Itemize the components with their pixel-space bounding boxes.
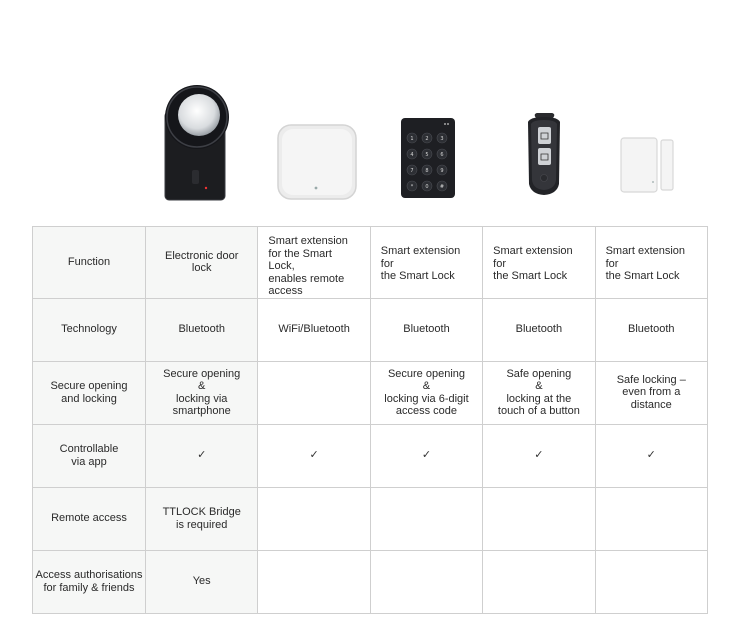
checkmark-icon: ✓ [370,424,482,487]
table-cell: Smart extension for the Smart Lock [595,227,707,299]
row-label: Remote access [33,487,146,550]
svg-text:7: 7 [410,168,414,174]
table-row-app-control [33,424,708,487]
row-label: Controllable via app [33,424,146,487]
svg-text:9: 9 [440,168,444,174]
row-label: Function [33,227,146,299]
comparison-table [32,226,708,614]
table-cell: Bluetooth [146,298,258,361]
table-cell [483,550,595,613]
checkmark-icon: ✓ [146,424,258,487]
table-cell [595,550,707,613]
table-cell [370,487,482,550]
table-cell: Electronic door lock [146,227,258,299]
checkmark-icon: ✓ [595,424,707,487]
table-cell: Smart extension for the Smart Lock [370,227,482,299]
svg-text:6: 6 [440,152,444,158]
table-cell: TTLOCK Bridge is required [146,487,258,550]
table-cell: Smart extension for the Smart Lock, enables remote access [258,227,370,299]
table-cell: Secure opening & locking via 6-digit access code [370,361,482,424]
svg-text:#: # [439,184,445,190]
table-cell: Bluetooth [595,298,707,361]
svg-text:2: 2 [425,136,429,142]
keypad-image [371,70,484,220]
table-cell: Safe locking – even from a distance [595,361,707,424]
wifi-bridge-image [258,70,371,220]
table-cell [258,487,370,550]
table-row-secure-opening [33,361,708,424]
svg-text:0: 0 [425,184,429,190]
table-cell [595,487,707,550]
table-cell [258,550,370,613]
table-cell: Bluetooth [483,298,595,361]
svg-text:*: * [410,184,414,190]
smart-lock-image [145,70,258,220]
svg-text:4: 4 [410,152,414,158]
svg-text:3: 3 [440,136,444,142]
product-images [32,70,708,220]
checkmark-icon: ✓ [258,424,370,487]
product-image-spacer [32,70,145,220]
table-row-technology [33,298,708,361]
table-row-function [33,227,708,299]
table-cell: Secure opening & locking via smartphone [146,361,258,424]
checkmark-icon: ✓ [483,424,595,487]
table-cell [370,550,482,613]
table-cell: Yes [146,550,258,613]
table-row-remote-access [33,487,708,550]
table-row-access-authorisations [33,550,708,613]
table-cell: Bluetooth [370,298,482,361]
row-label: Secure opening and locking [33,361,146,424]
svg-text:1: 1 [410,136,414,142]
door-sensor-image [597,70,710,220]
table-cell [483,487,595,550]
svg-text:5: 5 [425,152,429,158]
row-label: Access authorisations for family & friends [33,550,146,613]
table-cell: Smart extension for the Smart Lock [483,227,595,299]
table-cell [258,361,370,424]
svg-text:8: 8 [425,168,429,174]
key-fob-image [484,70,597,220]
table-cell: WiFi/Bluetooth [258,298,370,361]
row-label: Technology [33,298,146,361]
table-cell: Safe opening & locking at the touch of a button [483,361,595,424]
